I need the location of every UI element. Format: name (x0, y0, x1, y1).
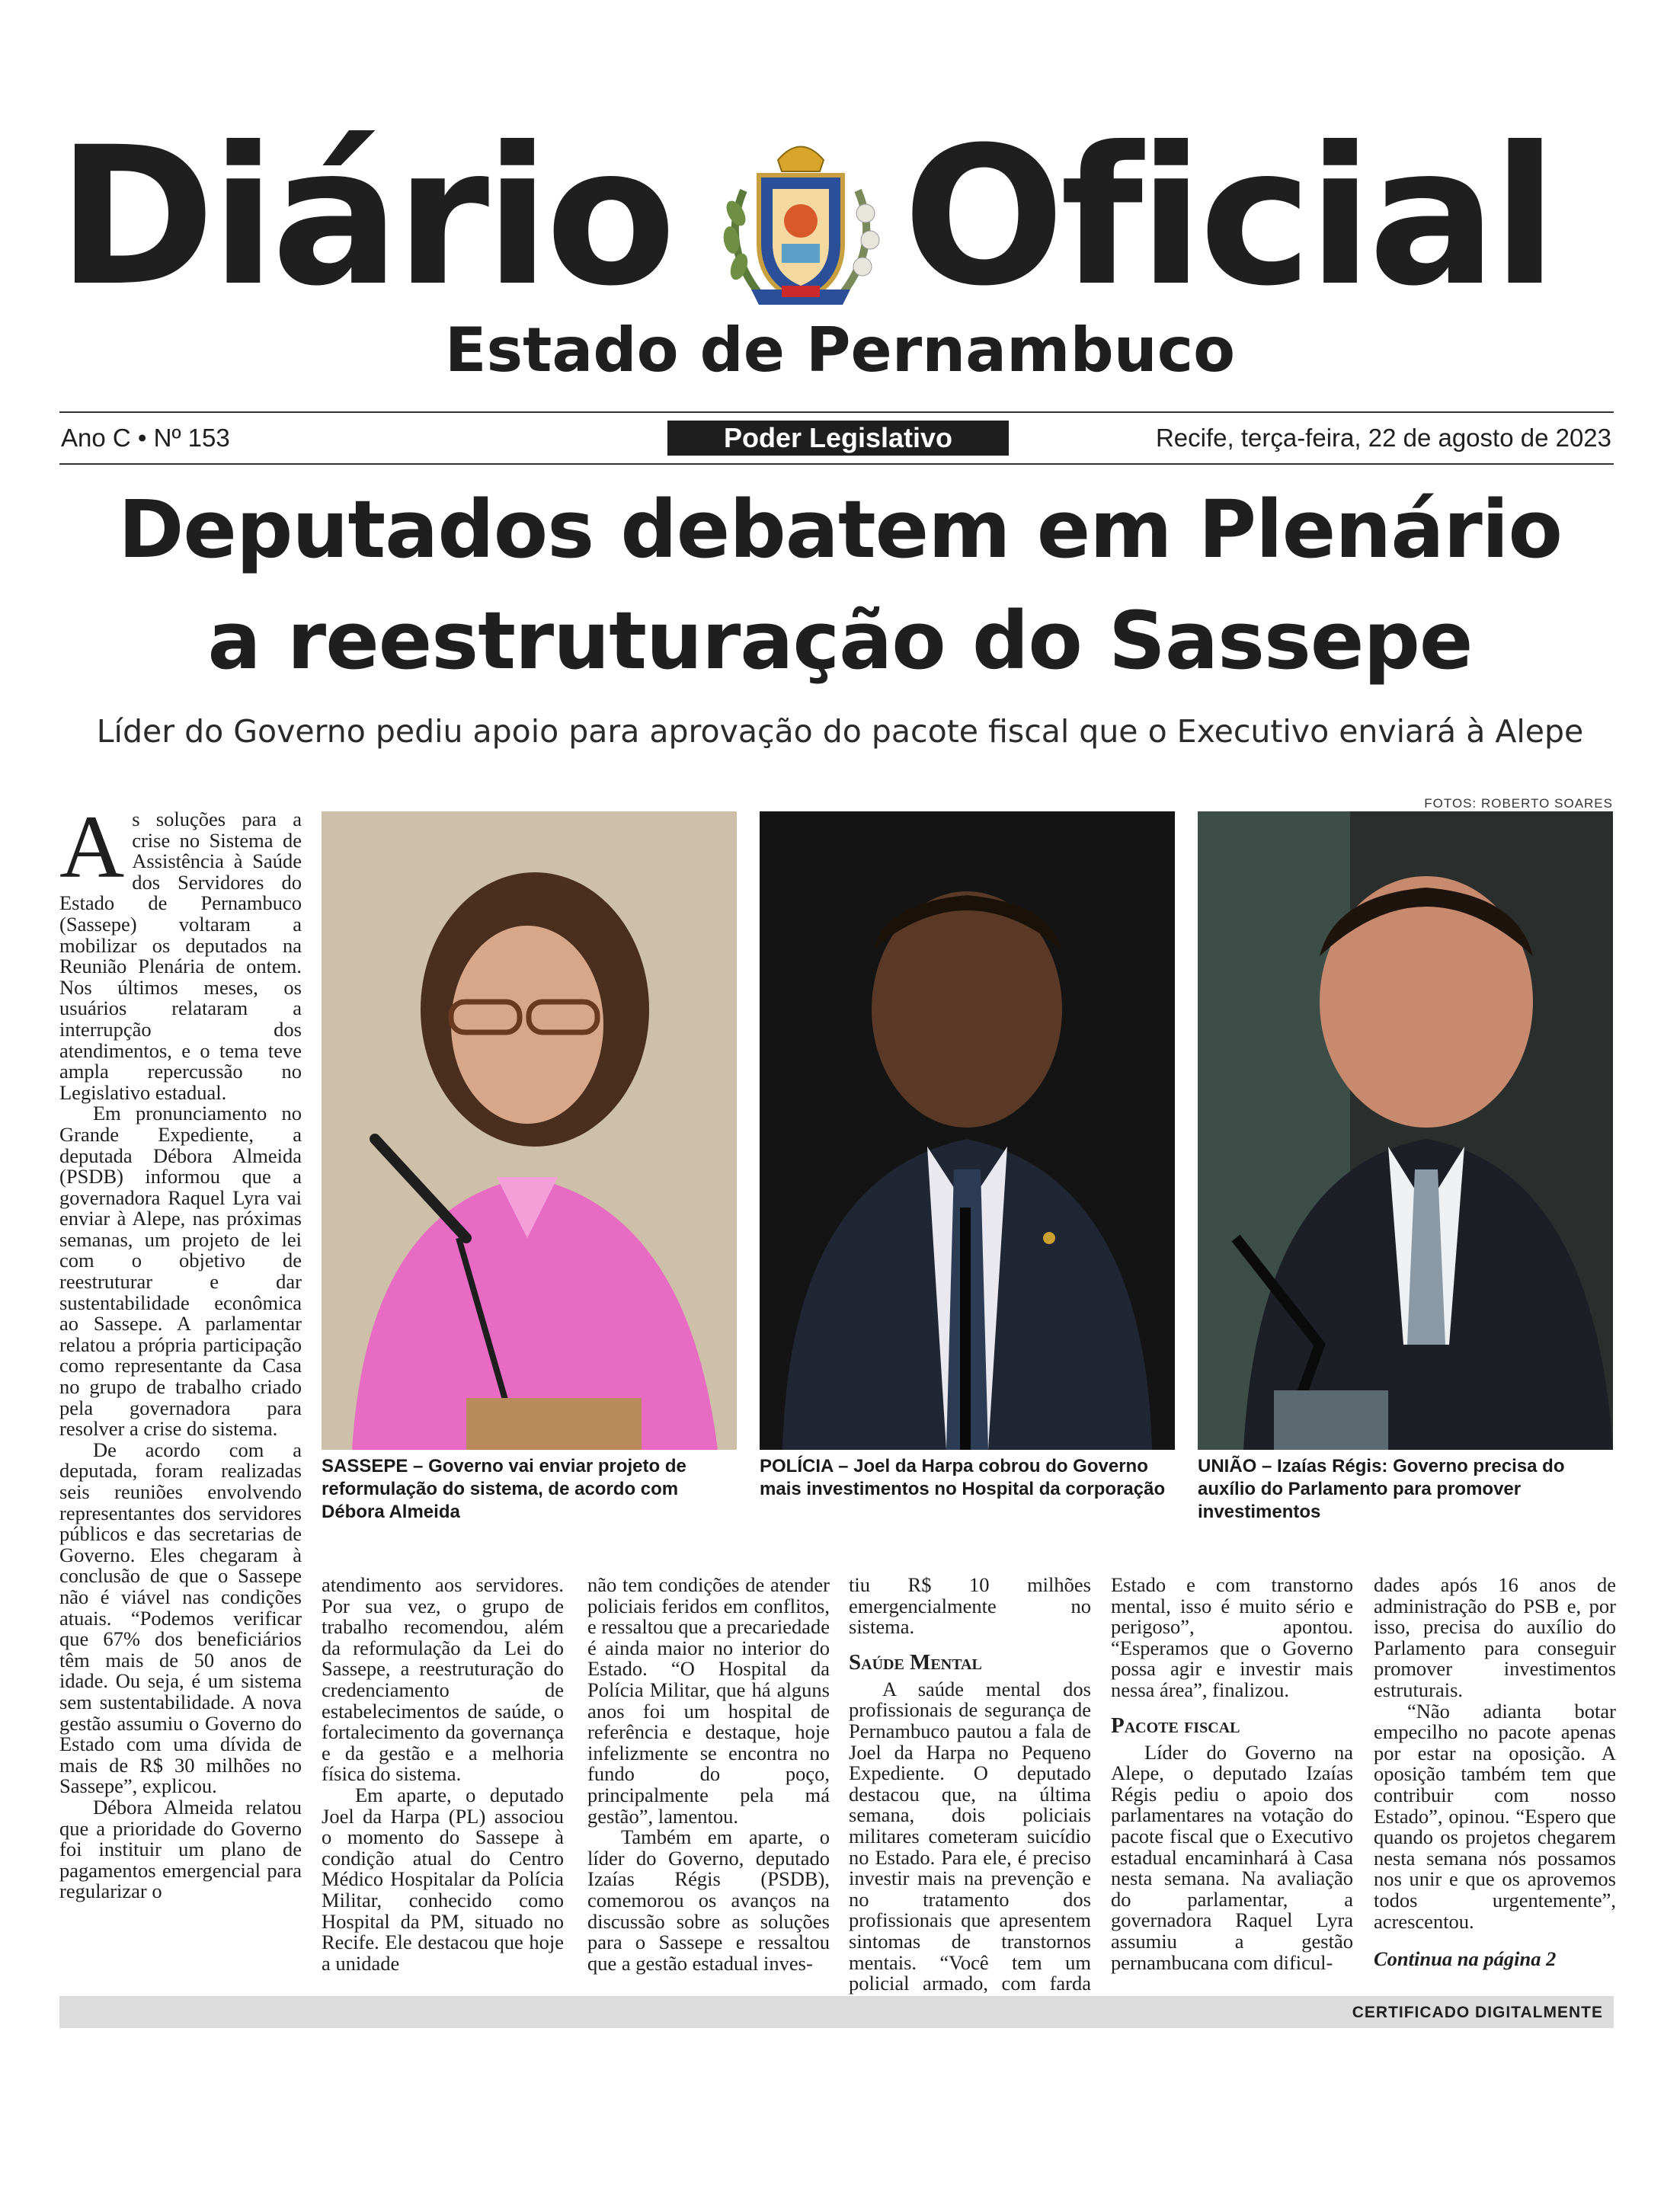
edition-number: Ano C • Nº 153 (61, 424, 230, 452)
article-paragraph: “Não adianta botar empecilho no pacote apenas por estar na oposição. A oposição também tem que contribuir com nosso Estado”, opinou. “Espero que quando os projetos chegarem nesta semana nós possamos nos unir e que os aprovemos todos urgentemente”, acrescentou. (1374, 1699, 1616, 1933)
section-heading-saude-mental: Saúde Mental (849, 1649, 982, 1675)
headline-line-2: a reestruturação do Sassepe (207, 594, 1473, 687)
article-column-6 (1374, 1575, 1616, 1970)
article-paragraph: tiu R$ 10 milhões emergencialmente no sistema. (849, 1573, 1091, 1639)
digital-certificate-label: CERTIFICADO DIGITALMENTE (1352, 2004, 1603, 2021)
photo-debora-almeida (322, 811, 737, 1450)
caption-photo-3: UNIÃO – Izaías Régis: Governo precisa do auxílio do Parlamento para promover investimentos (1198, 1456, 1565, 1522)
article-paragraph: Estado e com transtorno mental, isso é muito sério e perigoso”, apontou. “Esperamos que o Governo possa agir e investir mais nessa área”, finalizou. (1111, 1573, 1353, 1701)
caption-photo-1: SASSEPE – Governo vai enviar projeto de reformulação do sistema, de acordo com Débora Almeida (322, 1456, 686, 1522)
article-paragraph: Líder do Governo na Alepe, o deputado Izaías Régis pediu o apoio dos parlamentares na votação do pacote fiscal que o Executivo estadual encaminhará à Casa nesta semana. Na avaliação do parlamentar, a governadora Raquel Lyra assumiu a gestão pernambucana com dificul- (1111, 1740, 1353, 1974)
photo-credit: FOTOS: ROBERTO SOARES (1424, 796, 1613, 811)
dropcap: A (59, 797, 125, 897)
bottom-rule (59, 463, 1614, 465)
article-paragraph: A saúde mental dos profissionais de segurança de Pernambuco pautou a fala de Joel da Harpa no Pequeno Expediente. O deputado destacou que, na última semana, dois policiais militares cometeram suicídio no Estado. Para ele, é preciso investir mais na prevenção e no tratamento dos profissionais que apresentem sintomas de transtornos mentais. “Você tem um policial armado, com farda (849, 1677, 1091, 1995)
article-column-4 (849, 1575, 1091, 2015)
section-badge: Poder Legislativo (667, 421, 1009, 456)
section-heading-pacote-fiscal: Pacote fiscal (1111, 1713, 1240, 1738)
continued-link[interactable]: Continua na página 2 (1374, 1947, 1557, 1971)
top-rule (59, 411, 1614, 413)
photo-joel-da-harpa (760, 811, 1175, 1450)
article-column-5 (1111, 1575, 1353, 1973)
edition-date: Recife, terça-feira, 22 de agosto de 2023 (1155, 424, 1611, 452)
article-column-1 (59, 797, 302, 1903)
article-paragraph: Também em aparte, o líder do Governo, deputado Izaías Régis (PSDB), comemorou os avanços na discussão sobre as soluções para o Sassepe e ressaltou que a gestão estadual inves- (587, 1825, 830, 1975)
footer-bar (59, 1996, 1614, 2028)
caption-photo-2: POLÍCIA – Joel da Harpa cobrou do Governo mais investimentos no Hospital da corporação (760, 1456, 1166, 1499)
article-paragraph: De acordo com a deputada, foram realizadas seis reuniões envolvendo representantes dos servidores públicos e das secretarias de Governo. Eles chegaram à conclusão de que o Sassepe não é viável nas condições atuais. “Podemos verificar que 67% dos beneficiários têm mais de 50 anos de idade. Ou seja, é um sistema sem sustentabilidade. A nova gestão assumiu o Governo do Estado com uma dívida de mais de R$ 30 milhões no Sassepe”, explicou. (59, 1438, 302, 1798)
article-paragraph: Em pronunciamento no Grande Expediente, a deputada Débora Almeida (PSDB) informou que a governadora Raquel Lyra vai enviar à Alepe, nas próximas semanas, um projeto de lei com o objetivo de reestruturar e dar sustentabilidade econômica ao Sassepe. A parlamentar relatou a própria participação como representante da Casa no grupo de trabalho criado pela governadora para resolver a crise do sistema. (59, 1102, 302, 1441)
masthead-title-left: Diário (57, 106, 672, 328)
article-paragraph: dades após 16 anos de administração do PSB e, por isso, precisa do auxílio do Parlamento para conseguir promover investimentos estruturais. (1374, 1573, 1616, 1701)
article-paragraph: atendimento aos servidores. Por sua vez, o grupo de trabalho recomendou, além da reformulação da Lei do Sassepe, a reestruturação do credenciamento de estabelecimentos de saúde, o fortalecimento da governança e da gestão e a melhoria física do sistema. (322, 1573, 564, 1786)
article-column-2 (322, 1575, 564, 1974)
pernambuco-seal-icon (713, 130, 888, 312)
article-paragraph: Débora Almeida relatou que a prioridade do Governo foi instituir um plano de pagamentos emergencial para regularizar o (59, 1795, 302, 1903)
masthead-state: Estado de Pernambuco (444, 315, 1236, 385)
photo-izaias-regis (1198, 811, 1613, 1450)
article-column-3 (587, 1575, 830, 1974)
article-paragraph: não tem condições de atender policiais feridos em conflitos, e ressaltou que a precariedade é ainda maior no interior do Estado. “O Hospital da Polícia Militar, que há alguns anos foi um hospital de referência e destaque, hoje infelizmente se encontra no fundo do poço, principalmente pela má gestão”, lamentou. (587, 1573, 830, 1828)
article-paragraph: Em aparte, o deputado Joel da Harpa (PL) associou o momento do Sassepe à condição atual do Centro Médico Hospitalar da Polícia Militar, conhecido como Hospital da PM, situado no Recife. Ele destacou que hoje a unidade (322, 1783, 564, 1975)
headline-line-1: Deputados debatem em Plenário (118, 483, 1562, 576)
main-headline (0, 474, 1680, 696)
subheadline: Líder do Governo pediu apoio para aprovação do pacote fiscal que o Executivo enviará à Alepe (96, 713, 1584, 750)
masthead-title-right: Oficial (903, 106, 1554, 328)
article-paragraph: s soluções para a crise no Sistema de Assistência à Saúde dos Servidores do Estado de Pernambuco (Sassepe) voltaram a mobilizar os deputados na Reunião Plenária de ontem. Nos últimos meses, os usuários relataram a interrupção dos atendimentos, e o tema teve ampla repercussão no Legislativo estadual. (59, 808, 302, 1104)
